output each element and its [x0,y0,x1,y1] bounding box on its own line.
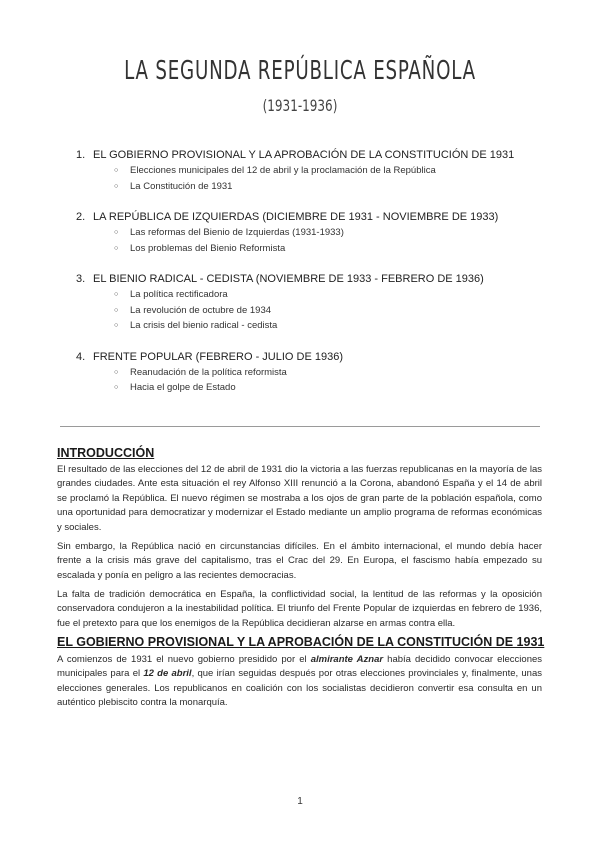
toc-subitem: ○ Elecciones municipales del 12 de abril y la proclamación de la República [114,163,556,179]
toc-section [76,148,556,194]
toc-subitems [76,365,556,396]
toc-subitems [76,225,556,256]
toc-subitems [76,287,556,334]
intro-paragraph: La falta de tradición democrática en España, la conflictividad social, la lentitud de las reformas y la oposición conservadora condujeron a la inestabilidad política. El triunfo del Frente Popular de izquierdas en febrero de 1936, fue el pretexto para que los enemigos de la República decidieran alzarse en armas contra ella. [57,589,542,629]
toc-subitem: ○ Reanudación de la política reformista [114,365,556,381]
horizontal-divider [60,426,540,427]
section-heading: EL GOBIERNO PROVISIONAL Y LA APROBACIÓN DE LA CONSTITUCIÓN DE 1931 [57,635,545,649]
intro-paragraph: El resultado de las elecciones del 12 de abril de 1931 dio la victoria a las fuerzas republicanas en la mayoría de las grandes ciudades. Ante esta situación el rey Alfonso XIII renunció a la Corona, abandonó España y el 14 de abril se proclamó la República. El nuevo régimen se mostraba a los ojos de gran parte de la población española, como una oportunidad para democratizar y modernizar el Estado mediante un amplio programa de reformas económicas y sociales. [57,464,542,533]
page-subtitle: (1931-1936) [262,96,338,115]
emphasis: almirante Aznar [310,654,384,665]
toc-section [76,272,556,334]
toc-subitem: ○ La revolución de octubre de 1934 [114,303,556,319]
toc-subitem: ○ Las reformas del Bienio de Izquierdas (1931-1933) [114,225,556,241]
toc-subitem: ○ Los problemas del Bienio Reformista [114,241,556,257]
toc-section-title: 1. EL GOBIERNO PROVISIONAL Y LA APROBACIÓN DE LA CONSTITUCIÓN DE 1931 [76,149,515,161]
page-title: LA SEGUNDA REPÚBLICA ESPAÑOLA [124,56,476,86]
toc-subitem: ○ La Constitución de 1931 [114,179,556,195]
toc-section [76,350,556,396]
toc-subitems [76,163,556,194]
intro-paragraph: Sin embargo, la República nació en circunstancias difíciles. En el ámbito internacional, el mundo debía hacer frente a la crisis más grave del capitalismo, tras el Crac del 29. En Europa, el fascismo había empezado su escalada y ponía en peligro a las recientes democracias. [57,541,542,581]
toc-section-title: 4. FRENTE POPULAR (FEBRERO - JULIO DE 1936) [76,350,343,363]
toc-subitem: ○ La crisis del bienio radical - cedista [114,318,556,334]
toc-section-title: 2. LA REPÚBLICA DE IZQUIERDAS (DICIEMBRE DE 1931 - NOVIEMBRE DE 1933) [76,211,499,223]
table-of-contents [76,148,556,396]
toc-subitem: ○ La política rectificadora [114,287,556,303]
toc-section-title: 3. EL BIENIO RADICAL - CEDISTA (NOVIEMBRE DE 1933 - FEBRERO DE 1936) [76,273,484,285]
toc-section [76,210,556,256]
section-paragraph: A comienzos de 1931 el nuevo gobierno presidido por el almirante Aznar había decidido convocar elecciones municipales para el 12 de abril, que irían seguidas después por otras elecciones provinciales y, finalmente, unas elecciones generales. Los republicanos en coalición con los socialistas decidieron convertir esa consulta en un auténtico plebiscito contra la monarquía. [57,654,543,709]
toc-subitem: ○ Hacia el golpe de Estado [114,380,556,396]
page-number: 1 [297,796,303,807]
emphasis: 12 de abril [143,668,192,680]
intro-heading: INTRODUCCIÓN [57,446,155,460]
